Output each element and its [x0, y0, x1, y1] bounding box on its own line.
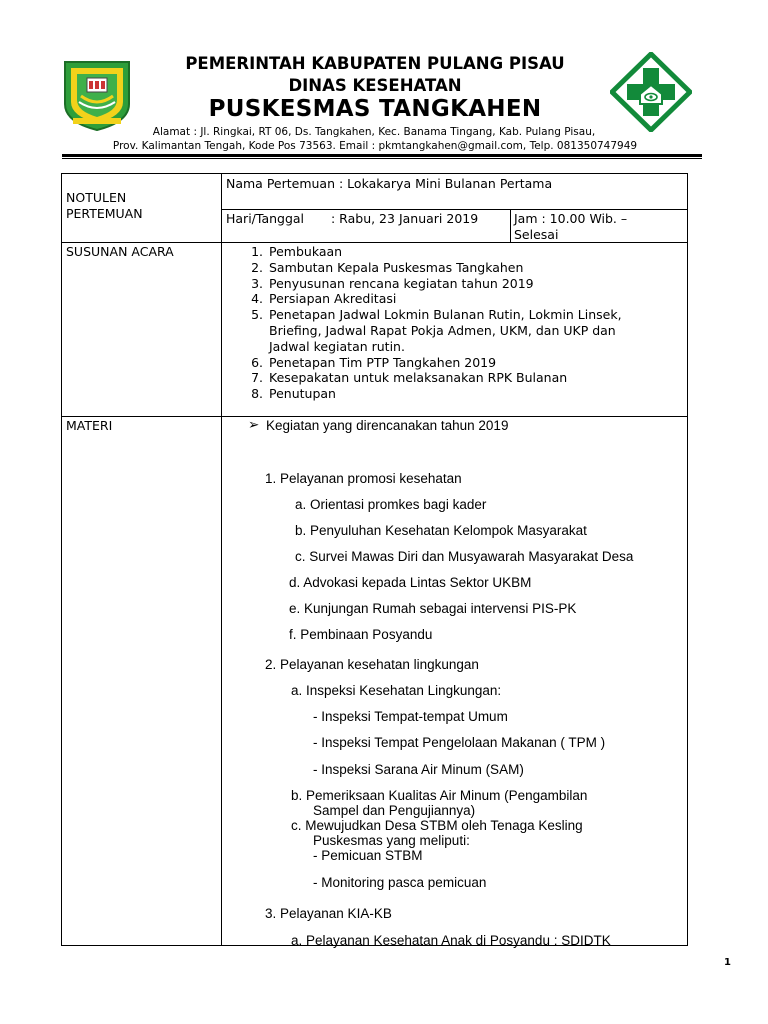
- material-heading: Kegiatan yang direncanakan tahun 2019: [266, 418, 509, 433]
- agenda-item-text: Briefing, Jadwal Rapat Pokja Admen, UKM, dan UKP dan: [269, 323, 616, 338]
- material-line: Puskesmas yang meliputi:: [313, 833, 470, 848]
- agenda-item-number: 8.: [251, 386, 263, 402]
- letterhead: [0, 0, 768, 160]
- agenda-item-text: Kesepakatan untuk melaksanakan RPK Bulanan: [269, 370, 568, 386]
- material-line: 1. Pelayanan promosi kesehatan: [265, 471, 462, 486]
- page-number: 1: [724, 957, 731, 968]
- agenda-item-text: Penyusunan rencana kegiatan tahun 2019: [269, 275, 534, 291]
- letterhead-agency: DINAS KESEHATAN: [288, 76, 462, 95]
- agenda-item-number: 5.: [251, 307, 263, 323]
- letterhead-rule-thick: [62, 154, 702, 157]
- material-line: - Inspeksi Tempat-tempat Umum: [313, 709, 508, 724]
- agenda-item-text: Jadwal kegiatan rutin.: [269, 338, 405, 354]
- agenda-label: SUSUNAN ACARA: [66, 244, 174, 259]
- material-line: b. Penyuluhan Kesehatan Kelompok Masyarakat: [295, 523, 587, 538]
- material-line: - Inspeksi Sarana Air Minum (SAM): [313, 762, 524, 777]
- material-line: b. Pemeriksaan Kualitas Air Minum (Pengambilan: [291, 788, 588, 803]
- time-line1: Jam : 10.00 Wib. –: [514, 211, 628, 226]
- agenda-item-number: 1.: [251, 244, 263, 259]
- material-line: c. Mewujudkan Desa STBM oleh Tenaga Kesling: [291, 818, 583, 833]
- agenda-item-text: Sambutan Kepala Puskesmas Tangkahen: [269, 259, 524, 275]
- notulen-label-line1: NOTULEN: [66, 190, 127, 205]
- puskesmas-cross-logo: [610, 52, 692, 132]
- agenda-item-text: Penutupan: [269, 386, 336, 402]
- letterhead-rule-thin: [62, 158, 702, 159]
- material-line: - Pemicuan STBM: [313, 848, 423, 863]
- letterhead-address-line2: Prov. Kalimantan Tengah, Kode Pos 73563. Email : pkmtangkahen@gmail.com, Telp. 081350747949: [112, 140, 638, 152]
- material-line: c. Survei Mawas Diri dan Musyawarah Masyarakat Desa: [295, 549, 634, 564]
- meeting-name: Nama Pertemuan : Lokakarya Mini Bulanan Pertama: [226, 176, 553, 191]
- material-line: e. Kunjungan Rumah sebagai intervensi PIS-PK: [289, 601, 577, 616]
- agenda-item-text: Penetapan Jadwal Lokmin Bulanan Rutin, Lokmin Linsek,: [269, 307, 622, 323]
- material-line: Sampel dan Pengujiannya): [313, 803, 476, 818]
- material-line: a. Pelayanan Kesehatan Anak di Posyandu : SDIDTK: [291, 933, 611, 948]
- day-date-value: : Rabu, 23 Januari 2019: [331, 211, 479, 226]
- material-line: - Inspeksi Tempat Pengelolaan Makanan ( TPM ): [313, 735, 606, 750]
- material-line: d. Advokasi kepada Lintas Sektor UKBM: [289, 575, 532, 590]
- agenda-item-number: 7.: [251, 370, 263, 386]
- material-line: a. Inspeksi Kesehatan Lingkungan:: [291, 683, 502, 698]
- agenda-item-number: 3.: [251, 275, 263, 291]
- letterhead-address-line1: Alamat : Jl. Ringkai, RT 06, Ds. Tangkahen, Kec. Banama Tingang, Kab. Pulang Pisau,: [152, 126, 596, 138]
- agenda-item-text: Pembukaan: [269, 244, 343, 259]
- agenda-item-number: 4.: [251, 291, 263, 307]
- letterhead-government: PEMERINTAH KABUPATEN PULANG PISAU: [185, 54, 565, 73]
- bullet-arrow-icon: ➢: [248, 417, 260, 432]
- agenda-item-number: 2.: [251, 259, 263, 275]
- material-label: MATERI: [66, 418, 113, 433]
- time-line2: Selesai: [514, 227, 559, 242]
- material-line: 3. Pelayanan KIA-KB: [265, 906, 392, 921]
- material-line: a. Orientasi promkes bagi kader: [295, 497, 487, 512]
- material-line: f. Pembinaan Posyandu: [289, 627, 433, 642]
- agenda-item-text: Penetapan Tim PTP Tangkahen 2019: [269, 354, 497, 370]
- material-line: - Monitoring pasca pemicuan: [313, 875, 487, 890]
- letterhead-institution: PUSKESMAS TANGKAHEN: [208, 96, 542, 122]
- minutes-table: [61, 173, 688, 946]
- day-date-label: Hari/Tanggal: [226, 211, 305, 226]
- notulen-label-line2: PERTEMUAN: [66, 206, 143, 221]
- material-line: 2. Pelayanan kesehatan lingkungan: [265, 657, 479, 672]
- agenda-item-number: 6.: [251, 354, 263, 370]
- agenda-item-text: Persiapan Akreditasi: [269, 291, 397, 307]
